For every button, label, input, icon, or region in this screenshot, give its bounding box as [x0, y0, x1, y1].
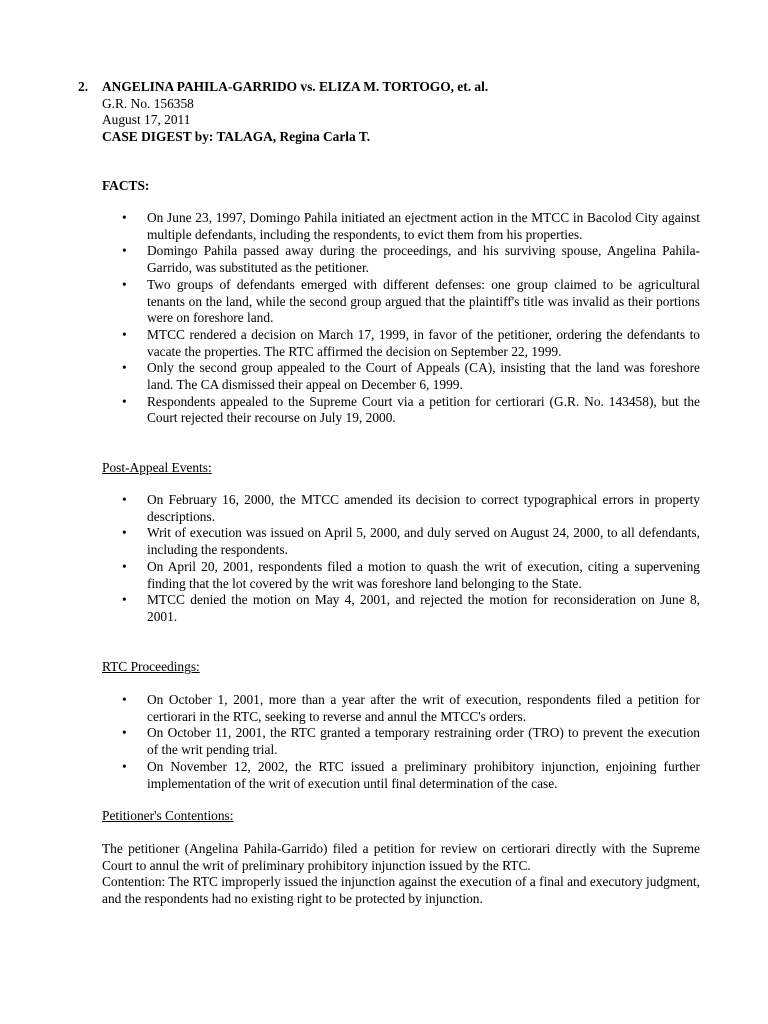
list-item: • Writ of execution was issued on April 5, 2000, and duly served on August 24, 2000, to all defendants, including the respondents.	[122, 525, 700, 558]
bullet-icon: •	[122, 692, 127, 707]
list-item: • On November 12, 2002, the RTC issued a preliminary prohibitory injunction, enjoining further implementation of the writ of execution until final determination of the case.	[122, 758, 700, 791]
case-number: 2.	[78, 79, 89, 94]
list-item: • Domingo Pahila passed away during the proceedings, and his surviving spouse, Angelina Pahila-Garrido, was substituted as the petitioner.	[122, 243, 700, 276]
bullet-icon: •	[122, 592, 127, 608]
bullet-icon: •	[122, 243, 127, 259]
bullet-icon: •	[122, 725, 127, 741]
contentions-body	[102, 841, 700, 908]
list-item: • On April 20, 2001, respondents filed a motion to quash the writ of execution, citing a supervening finding that the lot covered by the writ was foreshore land belonging to the State.	[122, 558, 700, 591]
bullet-icon: •	[122, 360, 127, 376]
bullet-icon: •	[122, 758, 127, 774]
list-item: • MTCC rendered a decision on March 17, 1999, in favor of the petitioner, ordering the defendants to vacate the properties. The RTC affirmed the decision on September 22, 1999.	[122, 326, 700, 359]
post-appeal-list	[102, 492, 700, 626]
contentions-paragraph: Contention: The RTC improperly issued the injunction against the execution of a final and executory judgment, and the respondents had no existing right to be protected by injunction.	[102, 874, 700, 907]
list-item: • MTCC denied the motion on May 4, 2001, and rejected the motion for reconsideration on June 8, 2001.	[122, 592, 700, 624]
gr-number: G.R. No. 156358	[102, 95, 194, 111]
bullet-icon: •	[122, 558, 127, 574]
rtc-heading: RTC Proceedings:	[102, 659, 200, 674]
list-item: • Only the second group appealed to the Court of Appeals (CA), insisting that the land was foreshore land. The CA dismissed their appeal on December 6, 1999.	[122, 360, 700, 393]
post-appeal-heading: Post-Appeal Events:	[102, 460, 212, 475]
list-item: • Respondents appealed to the Supreme Court via a petition for certiorari (G.R. No. 143458), but the Court rejected their recourse on July 19, 2000.	[122, 393, 700, 426]
case-title: ANGELINA PAHILA-GARRIDO vs. ELIZA M. TORTOGO, et. al.	[102, 79, 489, 94]
digest-author: CASE DIGEST by: TALAGA, Regina Carla T.	[102, 129, 371, 145]
list-item: • Two groups of defendants emerged with different defenses: one group claimed to be agricultural tenants on the land, while the second group argued that the plaintiff's title was invalid as their portions were on foreshore land.	[122, 276, 700, 326]
list-item: • On February 16, 2000, the MTCC amended its decision to correct typographical errors in property descriptions.	[122, 492, 700, 524]
bullet-icon: •	[122, 210, 127, 225]
contentions-paragraph: The petitioner (Angelina Pahila-Garrido) filed a petition for review on certiorari directly with the Supreme Court to annul the writ of preliminary prohibitory injunction issued by the RTC.	[102, 841, 700, 873]
rtc-list	[102, 692, 700, 792]
bullet-icon: •	[122, 276, 127, 292]
bullet-icon: •	[122, 492, 127, 507]
facts-list	[102, 210, 700, 427]
bullet-icon: •	[122, 525, 127, 541]
contentions-heading: Petitioner's Contentions:	[102, 808, 234, 823]
bullet-icon: •	[122, 326, 127, 342]
list-item: • On June 23, 1997, Domingo Pahila initiated an ejectment action in the MTCC in Bacolod City against multiple defendants, including the respondents, to evict them from his properties.	[122, 210, 700, 242]
facts-heading: FACTS:	[102, 178, 150, 193]
list-item: • On October 11, 2001, the RTC granted a temporary restraining order (TRO) to prevent the execution of the writ pending trial.	[122, 725, 700, 758]
case-date: August 17, 2011	[102, 112, 191, 128]
list-item: • On October 1, 2001, more than a year after the writ of execution, respondents filed a petition for certiorari in the RTC, seeking to reverse and annul the MTCC's orders.	[122, 692, 700, 724]
bullet-icon: •	[122, 393, 127, 409]
